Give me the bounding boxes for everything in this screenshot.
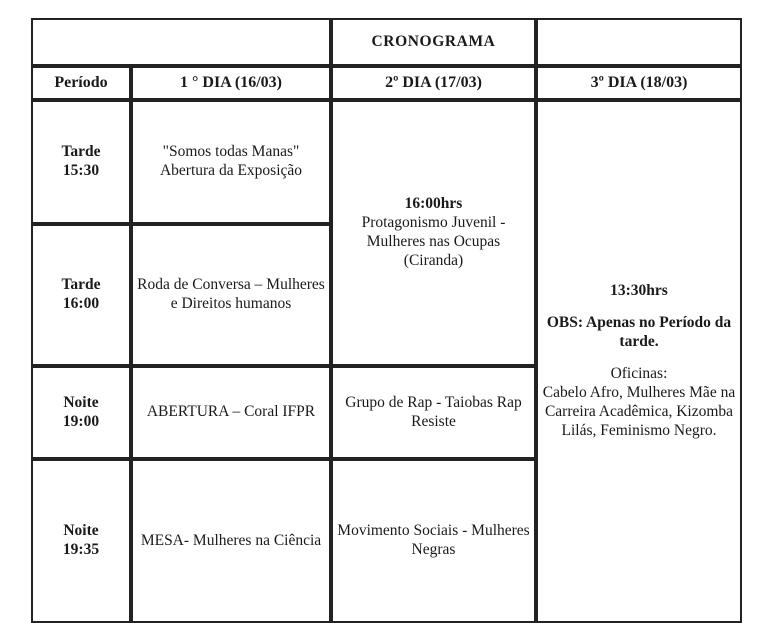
table-row: [31, 100, 742, 224]
dia3-time: 13:30hrs: [610, 282, 668, 300]
period-label: Noite: [63, 522, 99, 540]
dia3-spacer-2: [542, 352, 736, 365]
dia2-activity: Grupo de Rap - Taiobas Rap Resiste: [331, 366, 536, 459]
dia2-activity: Movimento Sociais - Mulheres Negras: [331, 459, 536, 623]
period-label: Noite: [63, 393, 99, 411]
header-dia2: 2º DIA (17/03): [331, 66, 536, 100]
dia1-activity: "Somos todas Manas" Abertura da Exposição: [131, 100, 331, 224]
title-blank-left-cell: [31, 18, 331, 66]
dia3-spacer-1: [542, 301, 736, 314]
period-cell: [31, 366, 131, 459]
dia3-merged-activity: [536, 100, 742, 623]
dia1-activity: ABERTURA – Coral IFPR: [131, 366, 331, 459]
dia3-workshops-label: Oficinas:: [610, 365, 668, 383]
header-dia3: 3º DIA (18/03): [536, 66, 742, 100]
dia3-note: OBS: Apenas no Período da tarde.: [546, 314, 732, 351]
period-time: 19:35: [62, 541, 100, 558]
period-time: 16:00: [62, 295, 100, 312]
dia2-merged-activity: [331, 100, 536, 366]
period-time: 19:00: [62, 412, 100, 430]
period-cell: [31, 224, 131, 366]
dia1-activity: MESA- Mulheres na Ciência: [131, 459, 331, 623]
header-periodo: Período: [31, 66, 131, 100]
schedule-table: [31, 18, 742, 623]
table-title-row: [31, 18, 742, 66]
dia2-description: Protagonismo Juvenil - Mulheres nas Ocupas (Ciranda): [361, 214, 506, 269]
period-label: Tarde: [61, 143, 101, 161]
table-header-row: [31, 66, 742, 100]
title-blank-right-cell: [536, 18, 742, 66]
dia3-workshops-list: Cabelo Afro, Mulheres Mãe na Carreira Acadêmica, Kizomba Lilás, Feminismo Negro.: [542, 384, 736, 439]
period-time: 15:30: [62, 162, 100, 179]
period-cell: [31, 100, 131, 224]
dia2-time: 16:00hrs: [404, 195, 463, 213]
dia1-activity: Roda de Conversa – Mulheres e Direitos humanos: [131, 224, 331, 366]
header-dia1: 1 ° DIA (16/03): [131, 66, 331, 100]
period-cell: [31, 459, 131, 623]
table-title-cell: CRONOGRAMA: [331, 18, 536, 66]
period-label: Tarde: [61, 276, 101, 294]
